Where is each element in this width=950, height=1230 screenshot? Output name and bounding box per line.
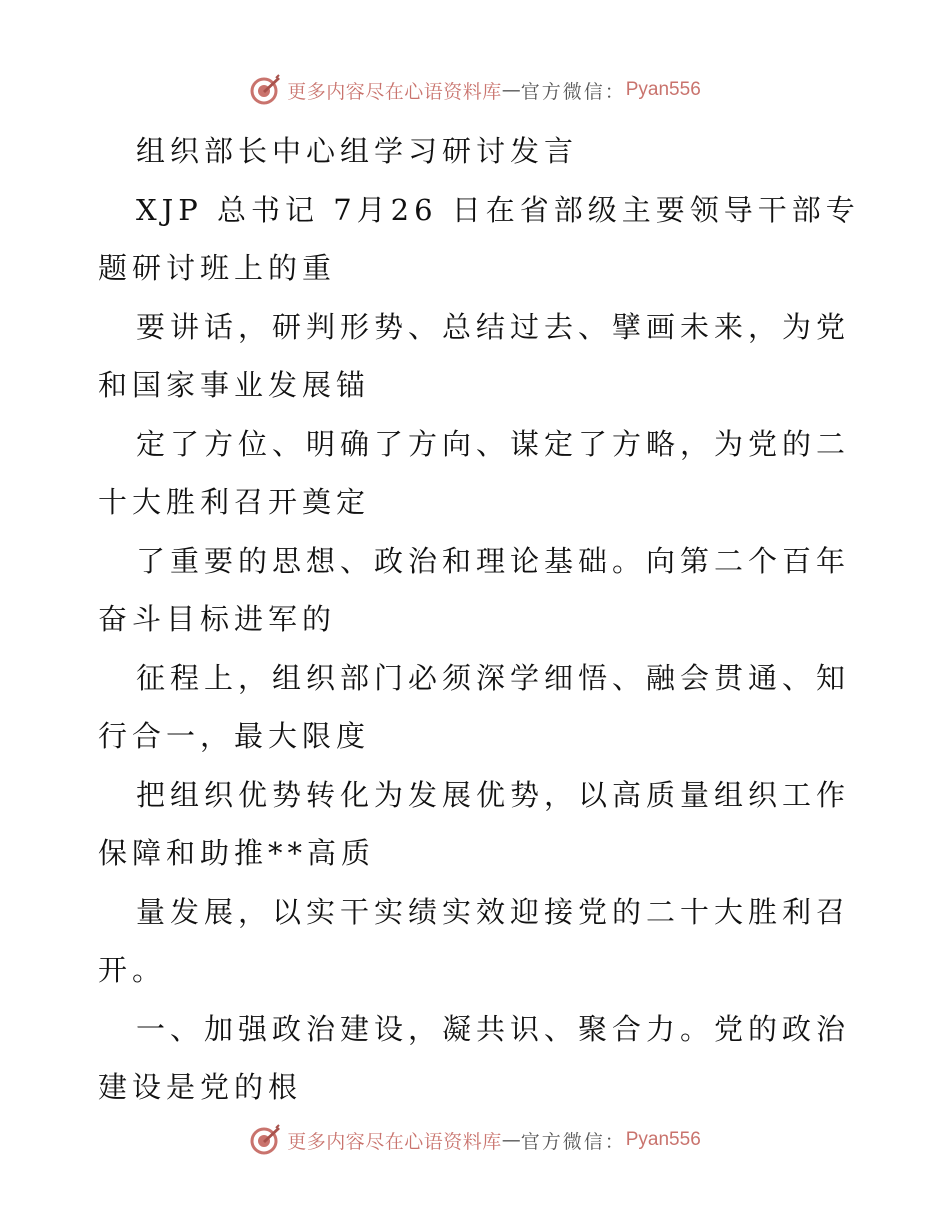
text-line: 要讲话，研判形势、总结过去、擘画未来，为党 [136,309,851,344]
text-line: 把组织优势转化为发展优势，以高质量组织工作 [136,777,851,812]
text-line: 和国家事业发展锚 [98,368,371,402]
text-line: 建设是党的根 [98,1070,303,1104]
quill-seal-logo-icon [249,1124,281,1156]
banner-separator: — [501,1129,521,1151]
footer-banner [0,1122,950,1158]
text-line: 一、加强政治建设，凝共识、聚合力。党的政治 [136,1011,851,1046]
text-line: 开。 [98,953,167,987]
banner-title: 更多内容尽在心语资料库 [287,1130,502,1153]
banner-wechat-label: 官方微信： [520,1130,626,1153]
text-line: 了重要的思想、政治和理论基础。向第二个百年 [136,543,851,578]
text-line: 量发展，以实干实绩实效迎接党的二十大胜利召 [136,894,851,929]
banner-wechat-id: Pyan556 [625,1129,701,1150]
banner-wechat-id: Pyan556 [625,79,701,100]
text-line: 保障和助推**高质 [98,836,376,870]
text-line: 十大胜利召开奠定 [98,485,371,519]
banner-wechat-label: 官方微信： [520,80,626,103]
text-line: 题研讨班上的重 [98,251,337,285]
text-line: 行合一，最大限度 [98,719,371,753]
text-line: 定了方位、明确了方向、谋定了方略，为党的二 [136,426,851,461]
text-line: XJP 总书记 7月26 日在省部级主要领导干部专 [136,192,860,227]
document-body [98,122,858,1117]
text-line: 奋斗目标进军的 [98,602,337,636]
text-line: 组织部长中心组学习研讨发言 [136,134,579,168]
banner-title: 更多内容尽在心语资料库 [287,80,502,103]
text-line: 征程上，组织部门必须深学细悟、融会贯通、知 [136,660,851,695]
banner-separator: — [501,79,521,101]
header-banner [0,72,950,108]
quill-seal-logo-icon [249,74,281,106]
